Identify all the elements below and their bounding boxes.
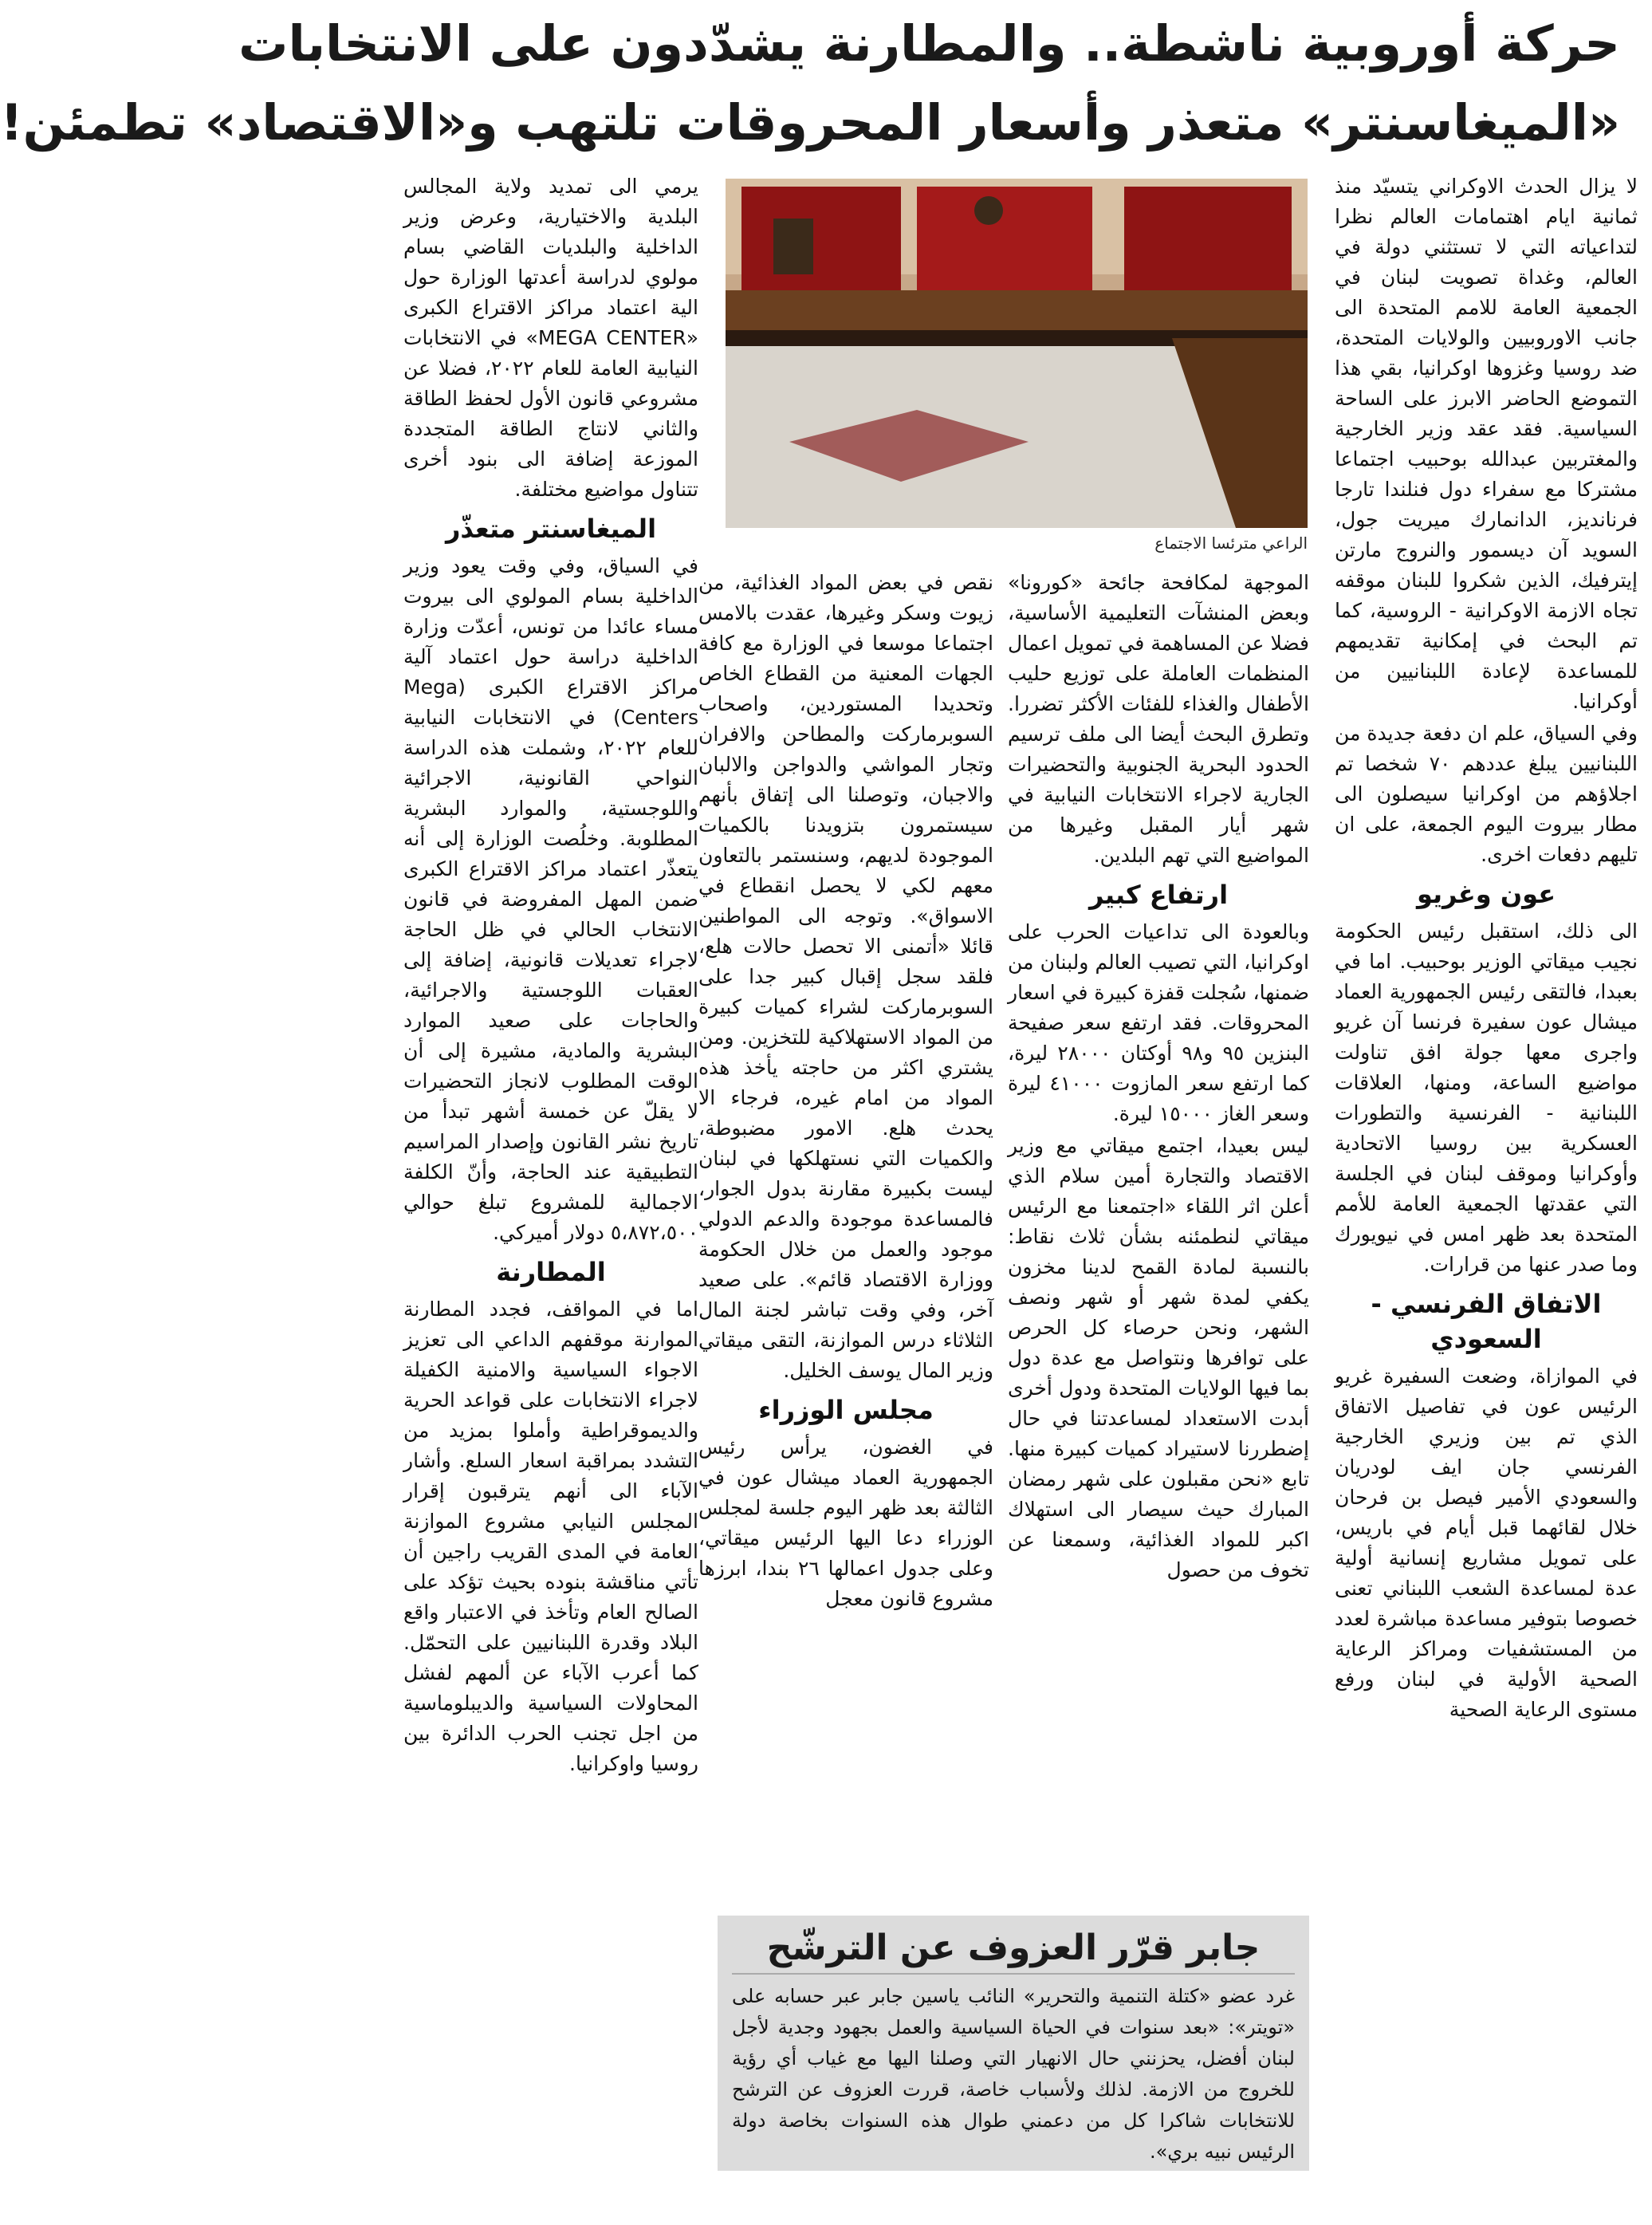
subheading: مجلس الوزراء — [758, 1395, 934, 1425]
headline-line-1: حركة أوروبية ناشطة.. والمطارنة يشدّدون على الانتخابات — [238, 14, 1620, 73]
paragraph: في الموازاة، وضعت السفيرة غريو الرئيس عون في تفاصيل الاتفاق الذي تم بين وزيري الخارجية الفرنسي جان ايف لودريان والسعودي الأمير فيصل بن فرحان خلال لقائهما قبل أيام في باريس، على تمويل مشاريع إنسانية أولية عدة لمساعدة الشعب اللبناني تعنى خصوصا بتوفير مساعدة مباشرة لعدد من المستشفيات ومراكز الرعاية الصحية الأولية في لبنان ورفع مستوى الرعاية الصحية — [1335, 1365, 1638, 1721]
paragraph: اما في المواقف، فجدد المطارنة الموارنة موقفهم الداعي الى تعزيز الاجواء السياسية والامنية الكفيلة لاجراء الانتخابات على قواعد الحرية والديموقراطية وأملوا بمزيد من التشدد بمراقبة اسعار السلع. وأشار الآباء الى أنهم يترقبون إقرار المجلس النيابي مشروع الموازنة العامة في المدى القريب راجين أن تأتي مناقشة بنوده بحيث تؤكد على الصالح العام وتأخذ في الاعتبار واقع البلاد وقدرة اللبنانيين على التحمّل. كما أعرب الآباء عن ألمهم لفشل المحاولات السياسية والديبلوماسية من اجل تجنب الحرب الدائرة بين روسيا واوكرانيا. — [403, 1298, 698, 1775]
headline-line-2: «الميغاسنتر» متعذر وأسعار المحروقات تلتهب و«الاقتصاد» تطمئن! — [0, 93, 1620, 152]
paragraph: ليس بعيدا، اجتمع ميقاتي مع وزير الاقتصاد والتجارة أمين سلام الذي أعلن اثر اللقاء «اجتمعنا مع الرئيس ميقاتي لنطمئنه بشأن ثلاث نقاط: بالنسبة لمادة القمح لدينا مخزون يكفي لمدة شهر أو شهر ونصف الشهر، ونحن حرصاء كل الحرص على توافرها ونتواصل مع عدة دول بما فيها الولايات المتحدة ودول أخرى أبدت الاستعداد لمساعدتنا في حال إضطررنا لاستيراد كميات كبيرة منها. تابع «نحن مقبلون على شهر رمضان المبارك حيث سيصار الى استهلاك اكبر للمواد الغذائية، وسمعنا عن تخوف من حصول — [1008, 1134, 1309, 1581]
meeting-photo-illustration — [726, 179, 1308, 528]
paragraph: في الغضون، يرأس رئيس الجمهورية العماد ميشال عون في الثالثة بعد ظهر اليوم جلسة لمجلس الوزراء دعا اليها الرئيس ميقاتي، وعلى جدول اعمالها ٢٦ بندا، ابرزها مشروع قانون معجل — [698, 1435, 993, 1610]
paragraph: وفي السياق، علم ان دفعة جديدة من اللبنانيين يبلغ عددهم ٧٠ شخصا تم اجلاؤهم من اوكرانيا سيصلون الى مطار بيروت اليوم الجمعة، على ان تليهم دفعات اخرى. — [1335, 722, 1638, 866]
news-box — [718, 1916, 1309, 2171]
paragraph: الموجهة لمكافحة جائحة «كورونا» وبعض المنشآت التعليمية الأساسية، فضلا عن المساهمة في تمويل اعمال المنظمات العاملة على توزيع حليب الأطفال والغذاء للفئات الأكثر تضررا. وتطرق البحث أيضا الى ملف ترسيم الحدود البحرية الجنوبية والتحضيرات الجارية لاجراء الانتخابات النيابية في شهر أيار المقبل وغيرها من المواضيع التي تهم البلدين. — [1008, 571, 1309, 867]
paragraph: نقص في بعض المواد الغذائية، من زيوت وسكر وغيرها، عقدت بالامس اجتماعا موسعا في الوزارة مع كافة الجهات المعنية من القطاع الخاص وتحديدا المستوردين، واصحاب السوبرماركت والمطاحن والافران وتجار المواشي والدواجن والالبان والاجبان، وتوصلنا الى إتفاق بأنهم سيستمرون بتزويدنا بالكميات الموجودة لديهم، وسنستمر بالتعاون معهم لكي لا يحصل انقطاع في الاسواق». وتوجه الى المواطنين قائلا «أتمنى الا تحصل حالات هلع، فلقد سجل إقبال كبير جدا على السوبرماركت لشراء كميات كبيرة من المواد الاستهلاكية للتخزين. ومن يشتري اكثر من حاجته يأخذ هذه المواد من امام غيره، فرجاء الا يحدث هلع. الامور مضبوطة، والكميات التي نستهلكها في لبنان ليست بكبيرة مقارنة بدول الجوار، فالمساعدة موجودة والدعم الدولي موجود والعمل من خلال الحكومة ووزارة الاقتصاد قائم». على صعيد آخر، وفي وقت تباشر لجنة المال الثلاثاء درس الموازنة، التقى ميقاتي وزير المال يوسف الخليل. — [698, 571, 993, 1382]
subheading: المطارنة — [496, 1257, 606, 1287]
subheading: عون وغريو — [1416, 879, 1556, 909]
box-title: جابر قرّر العزوف عن الترشّح — [732, 1924, 1295, 1975]
subheading: ارتفاع كبير — [1088, 880, 1229, 910]
article-column-3 — [698, 568, 993, 1900]
subheading: الاتفاق الفرنسي - السعودي — [1371, 1289, 1602, 1354]
article-column-2 — [1008, 568, 1309, 1900]
paragraph: لا يزال الحدث الاوكراني يتسيّد منذ ثمانية ايام اهتمامات العالم نظرا لتداعياته التي لا تستثني دولة في العالم، وغداة تصويت لبنان في الجمعية العامة للامم المتحدة الى جانب الاوروبيين والولايات المتحدة، ضد روسيا وغزوها اوكرانيا، بقي هذا التموضع الحاضر الابرز على الساحة السياسية. فقد عقد وزير الخارجية والمغتربين عبدالله بوحبيب اجتماعا مشتركا مع سفراء دول فنلندا تارجا فرنانديز، الدانمارك ميريت جول، السويد آن ديسمور والنروج مارتن إيترفيك، الذين شكروا للبنان موقفه تجاه الازمة الاوكرانية - الروسية، كما تم البحث في إمكانية تقديمهم للمساعدة لإعادة اللبنانيين من أوكرانيا. — [1335, 175, 1638, 713]
paragraph: يرمي الى تمديد ولاية المجالس البلدية والاختيارية، وعرض وزير الداخلية والبلديات القاضي بسام مولوي لدراسة أعدتها الوزارة حول الية اعتماد مراكز الاقتراع الكبرى «MEGA CENTER» في الانتخابات النيابية العامة للعام ٢٠٢٢، فضلا عن مشروعي قانون الأول لحفظ الطاقة والثاني لانتاج الطاقة المتجددة الموزعة إضافة الى بنود أخرى تتناول مواضيع مختلفة. — [403, 175, 698, 501]
photo-caption: الراعي مترئسا الاجتماع — [1154, 534, 1308, 553]
article-column-4 — [403, 171, 698, 2213]
paragraph: في السياق، وفي وقت يعود وزير الداخلية بسام المولوي الى بيروت مساء عائدا من تونس، أعدّت وزارة الداخلية دراسة حول اعتماد آلية مراكز الاقتراع الكبرى (Mega Centers) في الانتخابات النيابية للعام ٢٠٢٢، وشملت هذه الدراسة النواحي القانونية، الاجرائية واللوجستية، والموارد البشرية المطلوبة. وخلُصت الوزارة إلى أنه يتعذّر اعتماد مراكز الاقتراع الكبرى ضمن المهل المفروضة في قانون الانتخاب الحالي في ظل الحاجة لاجراء تعديلات قانونية، إضافة إلى العقبات اللوجستية والاجرائية، والحاجات على صعيد الموارد البشرية والمادية، مشيرة إلى أن الوقت المطلوب لانجاز التحضيرات لا يقلّ عن خمسة أشهر تبدأ من تاريخ نشر القانون وإصدار المراسيم التطبيقية عند الحاجة، وأنّ الكلفة الاجمالية للمشروع تبلغ حوالي ٥،٨٧٢،٥٠٠ دولار أميركي. — [403, 554, 698, 1244]
box-body: غرد عضو «كتلة التنمية والتحرير» النائب ياسين جابر عبر حسابه على «تويتر»: «بعد سنوات في الحياة السياسية والعمل بجهود وجدية لأجل لبنان أفضل، يحزنني حال الانهيار التي وصلنا اليها مع غياب أي رؤية للخروج من الازمة. لذلك ولأسباب خاصة، قررت العزوف عن الترشح للانتخابات شاكرا كل من دعمني طوال هذه السنوات بخاصة دولة الرئيس نبيه بري». — [732, 1985, 1295, 2163]
meeting-photo — [726, 179, 1308, 528]
article-column-1 — [1335, 171, 1638, 2213]
paragraph: الى ذلك، استقبل رئيس الحكومة نجيب ميقاتي الوزير بوحبيب. اما في بعبدا، فالتقى رئيس الجمهورية العماد ميشال عون سفيرة فرنسا آن غريو واجرى معها جولة افق تناولت مواضيع الساعة، ومنها، العلاقات اللبنانية - الفرنسية والتطورات العسكرية بين روسيا الاتحادية وأوكرانيا وموقف لبنان في الجلسة التي عقدتها الجمعية العامة للأمم المتحدة بعد ظهر امس في نيويورك وما صدر عنها من قرارات. — [1335, 920, 1638, 1276]
subheading: الميغاسنتر متعذّر — [445, 514, 657, 544]
paragraph: وبالعودة الى تداعيات الحرب على اوكرانيا، التي تصيب العالم ولبنان من ضمنها، سُجلت قفزة كبيرة في اسعار المحروقات. فقد ارتفع سعر صفيحة البنزين ٩٥ و٩٨ أوكتان ٢٨٠٠٠ ليرة، كما ارتفع سعر المازوت ٤١٠٠٠ ليرة وسعر الغاز ١٥٠٠٠ ليرة. — [1008, 920, 1310, 1125]
